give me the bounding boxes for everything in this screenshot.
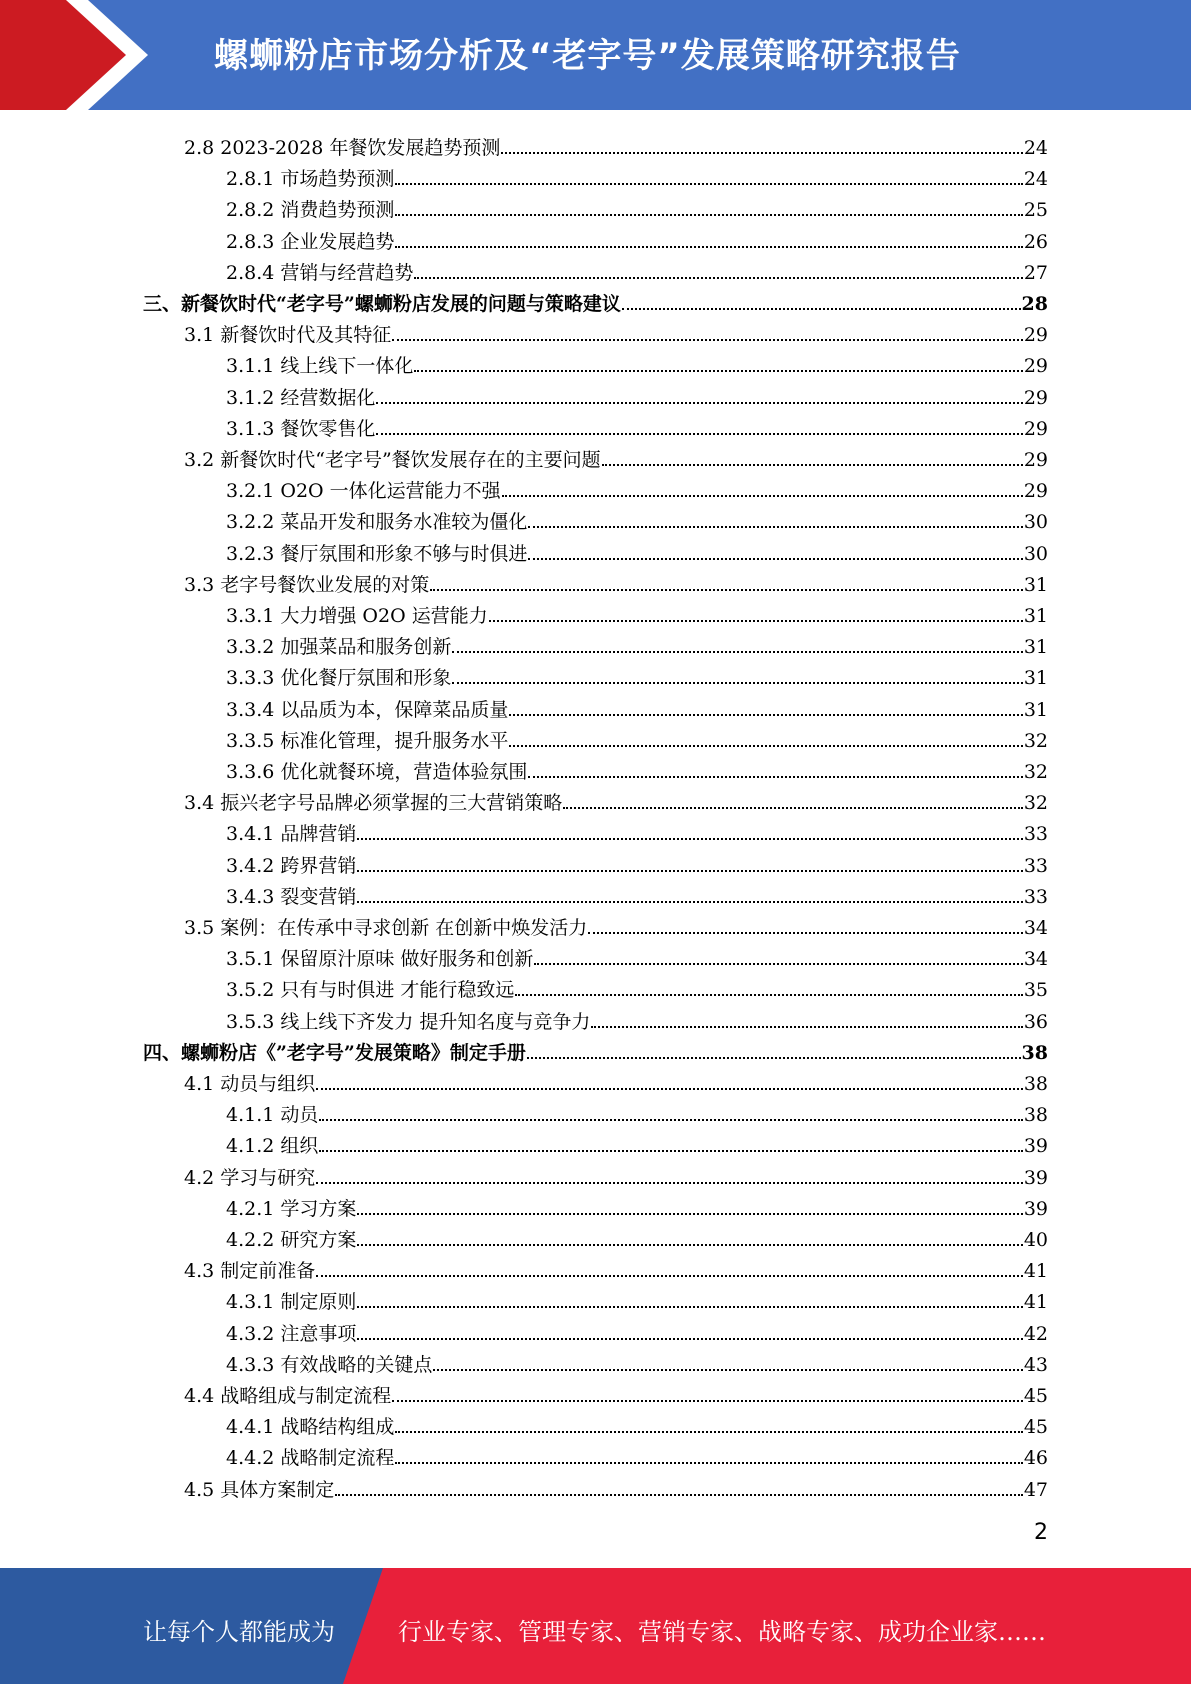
toc-dot-leader bbox=[335, 1494, 1023, 1496]
toc-entry-label: 四、螺蛳粉店《”老字号”发展策略》制定手册 bbox=[143, 1041, 526, 1064]
toc-entry-label: 3.4.1 品牌营销 bbox=[226, 823, 357, 846]
toc-entry-page: 38 bbox=[1023, 1073, 1048, 1095]
toc-dot-leader bbox=[622, 308, 1021, 310]
toc-entry-label: 3.3.3 优化餐厅氛围和形象 bbox=[226, 667, 452, 690]
toc-entry-label: 4.4 战略组成与制定流程 bbox=[184, 1385, 392, 1407]
toc-entry-page: 24 bbox=[1023, 137, 1048, 159]
toc-entry[interactable] bbox=[226, 596, 1048, 627]
toc-entry[interactable] bbox=[226, 1438, 1048, 1469]
toc-entry-label: 3.4.2 跨界营销 bbox=[226, 854, 357, 877]
toc-entry-label: 3.3.2 加强菜品和服务创新 bbox=[226, 636, 452, 659]
toc-dot-leader bbox=[433, 1369, 1022, 1371]
toc-entry[interactable] bbox=[184, 1470, 1048, 1501]
toc-entry[interactable] bbox=[143, 1033, 1048, 1064]
toc-entry[interactable] bbox=[226, 190, 1048, 221]
toc-entry-label: 4.2.2 研究方案 bbox=[226, 1229, 357, 1251]
toc-entry[interactable] bbox=[226, 690, 1048, 721]
toc-entry-label: 2.8 2023-2028 年餐饮发展趋势预测 bbox=[184, 137, 501, 159]
toc-entry-page: 27 bbox=[1023, 261, 1048, 284]
toc-entry-page: 29 bbox=[1023, 386, 1048, 409]
toc-entry-page: 39 bbox=[1023, 1135, 1048, 1158]
toc-dot-leader bbox=[392, 339, 1023, 341]
toc-entry-page: 31 bbox=[1023, 667, 1048, 690]
toc-entry-page: 33 bbox=[1023, 885, 1048, 908]
toc-entry[interactable] bbox=[226, 814, 1048, 845]
toc-entry[interactable] bbox=[226, 346, 1048, 377]
toc-entry[interactable] bbox=[226, 253, 1048, 284]
toc-entry-label: 4.2 学习与研究 bbox=[184, 1166, 316, 1189]
toc-entry-page: 39 bbox=[1023, 1166, 1048, 1189]
toc-entry[interactable] bbox=[184, 565, 1048, 596]
toc-dot-leader bbox=[357, 1338, 1022, 1340]
toc-entry[interactable] bbox=[226, 627, 1048, 658]
toc-entry-page: 29 bbox=[1023, 355, 1048, 378]
toc-entry-label: 2.8.2 消费趋势预测 bbox=[226, 199, 395, 222]
toc-entry[interactable] bbox=[226, 222, 1048, 253]
toc-entry-page: 25 bbox=[1023, 199, 1048, 222]
toc-entry-label: 2.8.1 市场趋势预测 bbox=[226, 168, 395, 191]
toc-dot-leader bbox=[376, 433, 1022, 435]
toc-entry-page: 29 bbox=[1023, 449, 1048, 471]
toc-dot-leader bbox=[414, 370, 1022, 372]
toc-entry-page: 32 bbox=[1023, 729, 1048, 752]
toc-entry-page: 40 bbox=[1023, 1229, 1048, 1251]
toc-entry-page: 43 bbox=[1023, 1353, 1048, 1376]
toc-entry-label: 4.3.1 制定原则 bbox=[226, 1291, 357, 1314]
toc-dot-leader bbox=[316, 1182, 1023, 1184]
toc-entry-label: 4.1.2 组织 bbox=[226, 1135, 319, 1158]
toc-entry[interactable] bbox=[226, 1002, 1048, 1033]
toc-entry-page: 33 bbox=[1023, 854, 1048, 877]
toc-dot-leader bbox=[528, 526, 1022, 528]
toc-entry-label: 4.2.1 学习方案 bbox=[226, 1197, 357, 1220]
toc-entry-label: 4.4.2 战略制定流程 bbox=[226, 1447, 395, 1470]
toc-entry[interactable] bbox=[226, 1345, 1048, 1376]
toc-entry-page: 34 bbox=[1023, 948, 1048, 971]
toc-dot-leader bbox=[602, 464, 1023, 466]
toc-entry-page: 29 bbox=[1023, 324, 1048, 347]
toc-entry-label: 3.3.5 标准化管理，提升服务水平 bbox=[226, 729, 509, 752]
toc-entry-page: 31 bbox=[1023, 605, 1048, 627]
toc-dot-leader bbox=[319, 1150, 1022, 1152]
toc-dot-leader bbox=[563, 807, 1023, 809]
header-arrow-decoration bbox=[0, 0, 160, 110]
toc-entry[interactable] bbox=[226, 658, 1048, 689]
toc-entry-label: 3.5 案例：在传承中寻求创新 在创新中焕发活力 bbox=[184, 917, 588, 939]
toc-entry-page: 34 bbox=[1023, 917, 1048, 939]
toc-entry[interactable] bbox=[226, 752, 1048, 783]
toc-entry-label: 4.4.1 战略结构组成 bbox=[226, 1416, 395, 1439]
toc-entry[interactable] bbox=[226, 502, 1048, 533]
toc-entry[interactable] bbox=[226, 1126, 1048, 1157]
toc-entry-label: 3.3.1 大力增强 O2O 运营能力 bbox=[226, 605, 488, 627]
toc-entry[interactable] bbox=[184, 440, 1048, 471]
toc-dot-leader bbox=[591, 1026, 1022, 1028]
toc-entry-page: 47 bbox=[1023, 1478, 1048, 1501]
toc-entry[interactable] bbox=[226, 1220, 1048, 1251]
toc-dot-leader bbox=[489, 620, 1023, 622]
toc-entry-page: 39 bbox=[1023, 1197, 1048, 1220]
toc-entry-page: 41 bbox=[1023, 1260, 1048, 1283]
toc-dot-leader bbox=[528, 776, 1022, 778]
toc-entry-page: 31 bbox=[1023, 636, 1048, 659]
toc-entry-page: 33 bbox=[1023, 823, 1048, 846]
toc-dot-leader bbox=[534, 963, 1022, 965]
toc-entry-label: 3.3.4 以品质为本，保障菜品质量 bbox=[226, 698, 509, 721]
toc-entry-label: 3.1.1 线上线下一体化 bbox=[226, 355, 414, 378]
toc-entry[interactable] bbox=[226, 471, 1048, 502]
toc-entry[interactable] bbox=[226, 970, 1048, 1001]
toc-dot-leader bbox=[502, 495, 1023, 497]
toc-dot-leader bbox=[316, 1088, 1023, 1090]
toc-entry[interactable] bbox=[226, 534, 1048, 565]
toc-entry-label: 4.3.2 注意事项 bbox=[226, 1322, 357, 1345]
toc-entry[interactable] bbox=[226, 1189, 1048, 1220]
toc-entry[interactable] bbox=[184, 1158, 1048, 1189]
toc-entry[interactable] bbox=[226, 1314, 1048, 1345]
toc-entry-page: 38 bbox=[1023, 1104, 1048, 1127]
toc-entry-label: 3.2.2 菜品开发和服务水准较为僵化 bbox=[226, 511, 528, 534]
toc-entry-page: 31 bbox=[1023, 573, 1048, 596]
toc-entry-label: 3.1.3 餐饮零售化 bbox=[226, 417, 376, 440]
toc-entry-page: 31 bbox=[1023, 698, 1048, 721]
toc-entry-page: 36 bbox=[1023, 1010, 1048, 1033]
toc-dot-leader bbox=[357, 1213, 1022, 1215]
toc-entry-page: 45 bbox=[1023, 1416, 1048, 1439]
toc-dot-leader bbox=[395, 1462, 1022, 1464]
toc-entry-label: 3.5.1 保留原汁原味 做好服务和创新 bbox=[226, 948, 534, 971]
toc-entry[interactable] bbox=[226, 939, 1048, 970]
toc-dot-leader bbox=[357, 1306, 1022, 1308]
toc-entry-page: 45 bbox=[1023, 1385, 1048, 1407]
toc-entry-page: 41 bbox=[1023, 1291, 1048, 1314]
toc-entry-label: 4.1.1 动员 bbox=[226, 1104, 319, 1127]
toc-entry[interactable] bbox=[184, 1251, 1048, 1282]
toc-entry-label: 3.1.2 经营数据化 bbox=[226, 386, 376, 409]
page-header bbox=[0, 0, 1191, 110]
toc-entry-page: 29 bbox=[1023, 480, 1048, 503]
toc-entry[interactable] bbox=[184, 908, 1048, 939]
report-title: 螺蛳粉店市场分析及“老字号”发展策略研究报告 bbox=[214, 36, 961, 76]
toc-entry[interactable] bbox=[184, 783, 1048, 814]
toc-entry-page: 29 bbox=[1023, 417, 1048, 440]
toc-entry-page: 30 bbox=[1023, 542, 1048, 565]
toc-entry[interactable] bbox=[226, 1095, 1048, 1126]
toc-entry-page: 42 bbox=[1023, 1322, 1048, 1345]
toc-entry-label: 3.4.3 裂变营销 bbox=[226, 885, 357, 908]
toc-dot-leader bbox=[395, 183, 1022, 185]
toc-entry-page: 28 bbox=[1021, 293, 1048, 315]
toc-entry-label: 2.8.3 企业发展趋势 bbox=[226, 230, 395, 253]
toc-dot-leader bbox=[501, 152, 1022, 154]
toc-dot-leader bbox=[430, 589, 1023, 591]
toc-dot-leader bbox=[357, 901, 1022, 903]
toc-entry-page: 46 bbox=[1023, 1447, 1048, 1470]
toc-entry-page: 32 bbox=[1023, 761, 1048, 783]
page-number: 2 bbox=[1034, 1520, 1048, 1545]
toc-entry-label: 3.5.2 只有与时俱进 才能行稳致远 bbox=[226, 979, 515, 1002]
toc-entry[interactable] bbox=[226, 1282, 1048, 1313]
toc-entry-label: 3.1 新餐饮时代及其特征 bbox=[184, 324, 392, 347]
toc-entry-label: 4.1 动员与组织 bbox=[184, 1073, 316, 1095]
toc-dot-leader bbox=[515, 994, 1022, 996]
toc-entry-label: 4.5 具体方案制定 bbox=[184, 1478, 335, 1501]
toc-entry-label: 3.5.3 线上线下齐发力 提升知名度与竞争力 bbox=[226, 1010, 591, 1033]
toc-entry[interactable] bbox=[226, 409, 1048, 440]
toc-dot-leader bbox=[319, 1119, 1022, 1121]
toc-dot-leader bbox=[395, 1431, 1022, 1433]
toc-dot-leader bbox=[357, 1244, 1022, 1246]
toc-entry[interactable] bbox=[184, 1376, 1048, 1407]
toc-entry-label: 4.3.3 有效战略的关键点 bbox=[226, 1353, 433, 1376]
toc-entry-label: 4.3 制定前准备 bbox=[184, 1260, 316, 1283]
toc-entry-label: 3.3 老字号餐饮业发展的对策 bbox=[184, 573, 430, 596]
toc-dot-leader bbox=[395, 246, 1022, 248]
footer-slogan-right: 行业专家、管理专家、营销专家、战略专家、成功企业家…… bbox=[398, 1618, 1046, 1646]
toc-entry-label: 3.2.1 O2O 一体化运营能力不强 bbox=[226, 480, 501, 503]
toc-entry-label: 3.2 新餐饮时代“老字号”餐饮发展存在的主要问题 bbox=[184, 449, 601, 471]
toc-entry-page: 32 bbox=[1023, 792, 1048, 815]
toc-entry[interactable] bbox=[184, 1064, 1048, 1095]
toc-entry-page: 38 bbox=[1021, 1041, 1048, 1064]
toc-entry[interactable] bbox=[184, 128, 1048, 159]
toc-dot-leader bbox=[392, 1400, 1023, 1402]
toc-entry-page: 26 bbox=[1023, 230, 1048, 253]
toc-entry-label: 3.4 振兴老字号品牌必须掌握的三大营销策略 bbox=[184, 792, 563, 815]
toc-entry-label: 3.2.3 餐厅氛围和形象不够与时俱进 bbox=[226, 542, 528, 565]
toc-dot-leader bbox=[357, 838, 1022, 840]
toc-entry-label: 2.8.4 营销与经营趋势 bbox=[226, 261, 414, 284]
toc-entry[interactable] bbox=[143, 284, 1048, 315]
toc-entry-label: 3.3.6 优化就餐环境，营造体验氛围 bbox=[226, 761, 528, 783]
toc-dot-leader bbox=[376, 402, 1022, 404]
toc-dot-leader bbox=[509, 714, 1022, 716]
toc-entry-page: 30 bbox=[1023, 511, 1048, 534]
toc-entry[interactable] bbox=[226, 378, 1048, 409]
toc-entry[interactable] bbox=[226, 877, 1048, 908]
toc-entry[interactable] bbox=[184, 315, 1048, 346]
toc-entry-page: 24 bbox=[1023, 168, 1048, 191]
toc-entry[interactable] bbox=[226, 846, 1048, 877]
toc-dot-leader bbox=[527, 1057, 1021, 1059]
toc-dot-leader bbox=[452, 682, 1022, 684]
toc-entry-label: 三、新餐饮时代“老字号”螺蛳粉店发展的问题与策略建议 bbox=[143, 293, 621, 315]
toc-dot-leader bbox=[588, 932, 1023, 934]
toc-dot-leader bbox=[414, 277, 1022, 279]
toc-dot-leader bbox=[395, 214, 1022, 216]
toc-entry[interactable] bbox=[226, 1407, 1048, 1438]
toc-dot-leader bbox=[509, 745, 1022, 747]
toc-entry[interactable] bbox=[226, 721, 1048, 752]
toc-entry-page: 35 bbox=[1023, 979, 1048, 1002]
toc-dot-leader bbox=[357, 870, 1022, 872]
toc-dot-leader bbox=[316, 1275, 1023, 1277]
footer-slogan-left: 让每个人都能成为 bbox=[143, 1618, 335, 1646]
page-footer bbox=[0, 1568, 1191, 1684]
toc-entry[interactable] bbox=[226, 159, 1048, 190]
toc-dot-leader bbox=[452, 651, 1022, 653]
toc-dot-leader bbox=[528, 558, 1022, 560]
